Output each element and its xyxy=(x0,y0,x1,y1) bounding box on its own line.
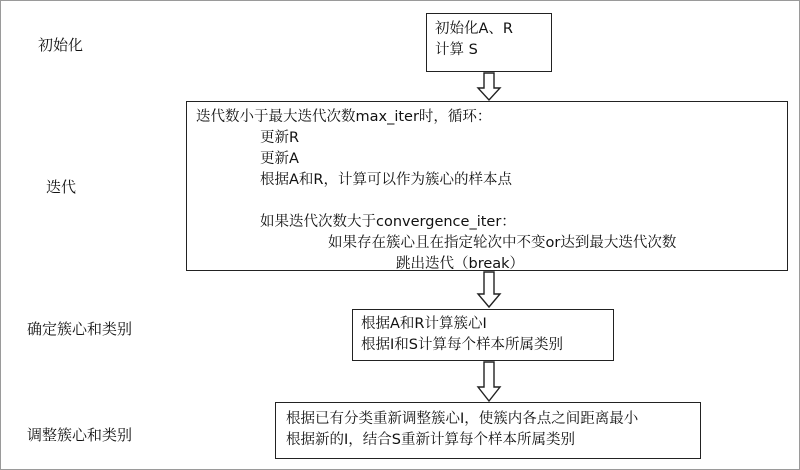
adjust-line-2: 根据新的I，结合S重新计算每个样本所属类别 xyxy=(286,432,575,448)
stage-label-adjust: 调整簇心和类别 xyxy=(27,426,133,444)
arrow-determine-to-adjust xyxy=(477,362,501,402)
iterate-box xyxy=(186,101,788,271)
iterate-line-4: 根据A和R，计算可以作为簇心的样本点 xyxy=(260,172,512,188)
arrow-iterate-to-determine xyxy=(477,272,501,308)
stage-label-determine: 确定簇心和类别 xyxy=(27,320,133,338)
iterate-line-8: 跳出迭代（break） xyxy=(396,256,525,272)
stage-label-init: 初始化 xyxy=(38,36,84,54)
iterate-line-3: 更新A xyxy=(260,151,299,167)
iterate-line-2: 更新R xyxy=(260,130,300,146)
init-box xyxy=(426,13,552,72)
determine-line-1: 根据A和R计算簇心I xyxy=(361,316,487,332)
init-box-line-2: 计算 S xyxy=(435,42,478,58)
arrow-init-to-iterate xyxy=(477,73,501,101)
determine-line-2: 根据I和S计算每个样本所属类别 xyxy=(361,337,563,353)
iterate-line-7: 如果存在簇心且在指定轮次中不变or达到最大迭代次数 xyxy=(328,235,677,251)
adjust-line-1: 根据已有分类重新调整簇心I，使簇内各点之间距离最小 xyxy=(286,411,639,427)
iterate-line-5 xyxy=(196,191,778,212)
init-box-line-1: 初始化A、R xyxy=(435,21,513,37)
determine-box xyxy=(352,309,614,361)
iterate-line-1: 迭代数小于最大迭代次数max_iter时，循环： xyxy=(196,109,492,125)
iterate-line-6: 如果迭代次数大于convergence_iter： xyxy=(260,214,516,230)
stage-label-iterate: 迭代 xyxy=(46,178,77,196)
adjust-box xyxy=(275,402,701,459)
